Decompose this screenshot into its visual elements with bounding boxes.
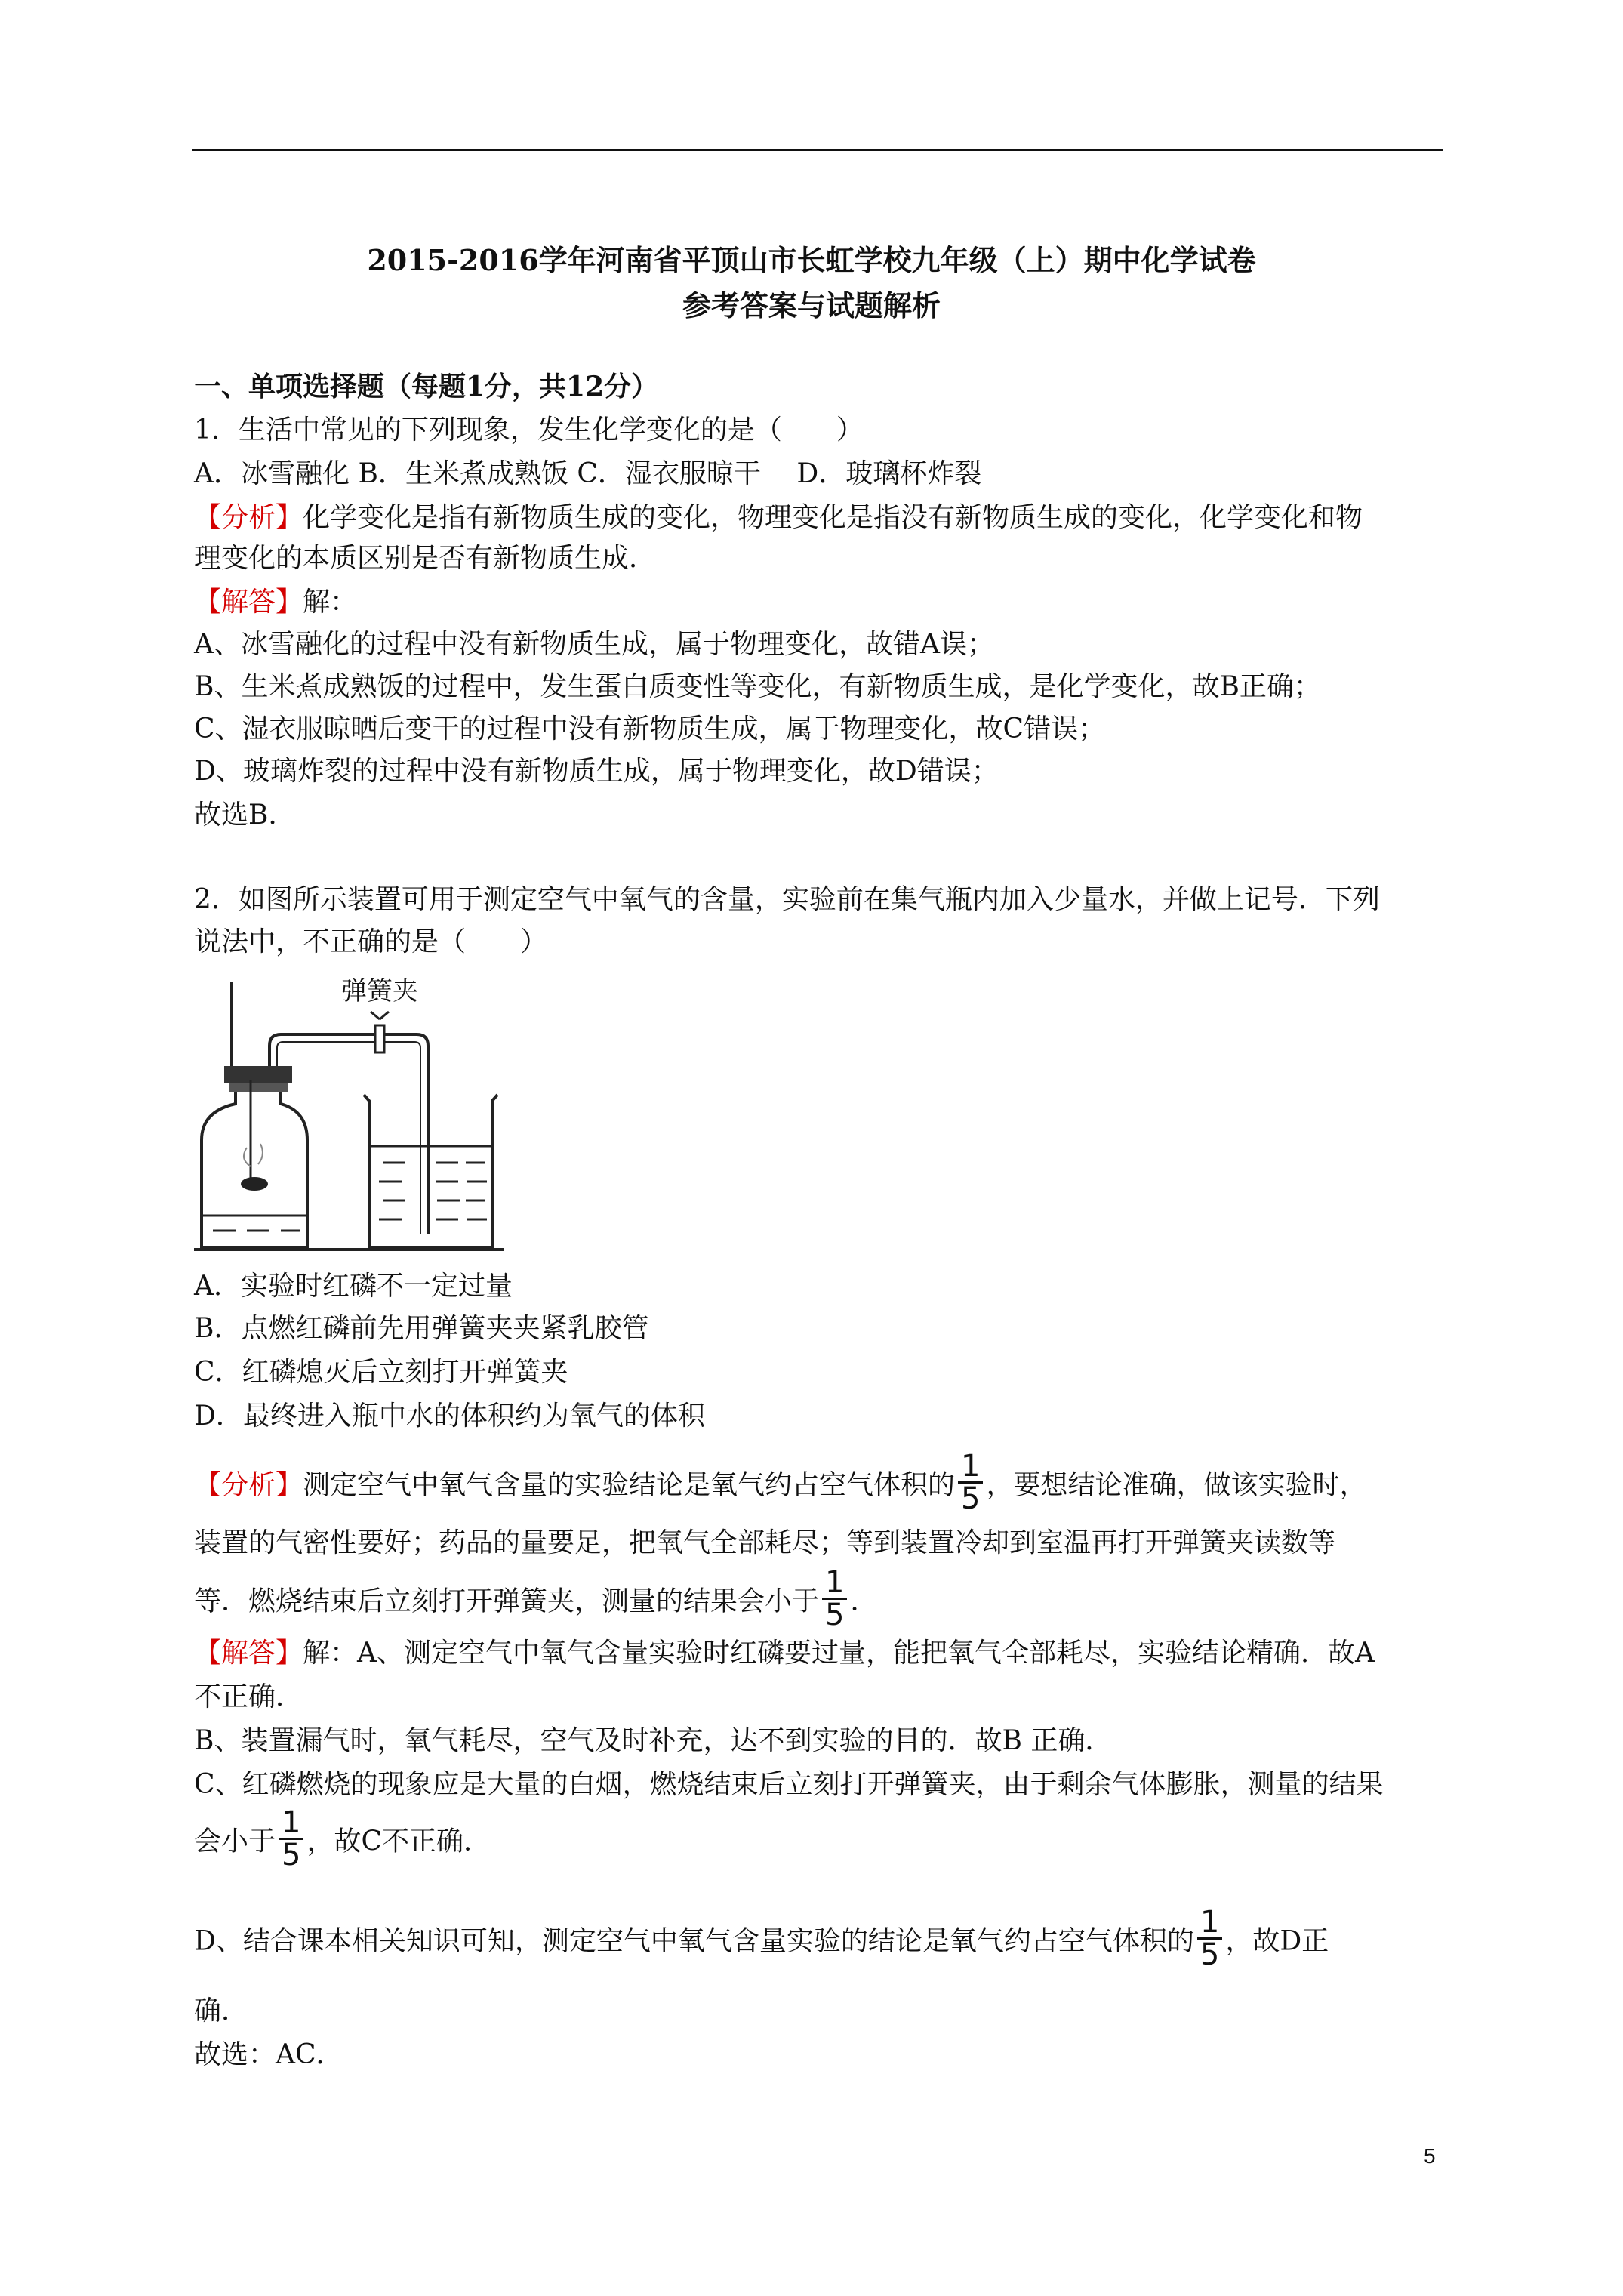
- q1-analysis-text: 化学变化是指有新物质生成的变化，物理变化是指没有新物质生成的变化，化学变化和物: [303, 502, 1363, 533]
- q1-choice: 故选B．: [194, 800, 296, 831]
- fraction-numerator: 1: [279, 1808, 303, 1840]
- q1-options: A．冰雪融化 B．生米煮成熟饭 C．湿衣服晾干 D．玻璃杯炸裂: [194, 458, 982, 489]
- header-rule: [192, 149, 1443, 151]
- q1-stem: 1．生活中常见的下列现象，发生化学变化的是（ ）: [194, 415, 864, 445]
- q2-analysis-text-a: 测定空气中氧气含量的实验结论是氧气约占空气体积的: [303, 1469, 956, 1501]
- q2-answer-d-text-b: ，故D正: [1225, 1925, 1329, 1957]
- q1-analysis-line1: [194, 500, 1363, 536]
- fraction-one-fifth: [279, 1805, 303, 1872]
- fraction-one-fifth: [822, 1567, 847, 1630]
- q1-analysis-tag: 【分析】: [194, 502, 303, 533]
- q2-answer-d-line2: 确．: [194, 1996, 249, 2026]
- fraction-one-fifth: [958, 1451, 983, 1514]
- q2-answer-b: B、装置漏气时，氧气耗尽，空气及时补充，达不到实验的目的．故B 正确．: [194, 1725, 1113, 1756]
- fraction-numerator: 1: [958, 1451, 983, 1484]
- q2-answer-line1: [194, 1635, 1375, 1672]
- section-heading: 一、单项选择题（每题1分，共12分）: [194, 371, 659, 402]
- apparatus-figure: [194, 974, 511, 1253]
- q2-answer-tag: 【解答】: [194, 1638, 303, 1669]
- q2-choice: 故选：AC．: [194, 2039, 343, 2070]
- q1-answer-intro-text: 解：: [303, 587, 358, 618]
- q1-answer-c: C、湿衣服晾晒后变干的过程中没有新物质生成，属于物理变化，故C错误；: [194, 713, 1106, 744]
- fraction-one-fifth: [1197, 1907, 1222, 1970]
- q2-analysis-text-c: 等．燃烧结束后立刻打开弹簧夹，测量的结果会小于: [194, 1586, 820, 1617]
- q2-stem-line1: 2．如图所示装置可用于测定空气中氧气的含量，实验前在集气瓶内加入少量水，并做上记号．下列: [194, 884, 1380, 915]
- q1-answer-intro: [194, 584, 357, 621]
- q1-analysis-line2: 理变化的本质区别是否有新物质生成．: [194, 543, 657, 574]
- fraction-denominator: 5: [282, 1838, 301, 1872]
- q2-answer-line2: 不正确．: [194, 1681, 303, 1712]
- q1-answer-tag: 【解答】: [194, 587, 303, 618]
- q2-answer-d-text-a: D、结合课本相关知识可知，测定空气中氧气含量实验的结论是氧气约占空气体积的: [194, 1925, 1194, 1957]
- q2-answer-c-line1: C、红磷燃烧的现象应是大量的白烟，燃烧结束后立刻打开弹簧夹，由于剩余气体膨胀，测量的结果: [194, 1769, 1384, 1800]
- q2-analysis-line3: [194, 1565, 878, 1635]
- q2-analysis-tag: 【分析】: [194, 1469, 303, 1501]
- q1-answer-b: B、生米煮成熟饭的过程中，发生蛋白质变性等变化，有新物质生成，是化学变化，故B正确；: [194, 671, 1321, 702]
- fraction-denominator: 5: [961, 1481, 981, 1516]
- q2-option-c: C．红磷熄灭后立刻打开弹簧夹: [194, 1357, 568, 1388]
- document-subtitle: 参考答案与试题解析: [682, 288, 941, 322]
- q2-analysis-text-d: ．: [850, 1586, 878, 1617]
- q2-answer-c-text-b: ，故C不正确．: [306, 1826, 491, 1857]
- q2-answer-text: 解：A、测定空气中氧气含量实验时红磷要过量，能把氧气全部耗尽，实验结论精确．故A: [303, 1638, 1375, 1669]
- q1-answer-d: D、玻璃炸裂的过程中没有新物质生成，属于物理变化，故D错误；: [194, 756, 999, 787]
- document-title: 2015-2016学年河南省平顶山市长虹学校九年级（上）期中化学试卷: [367, 243, 1256, 277]
- q2-answer-c-text-a: 会小于: [194, 1826, 276, 1857]
- page-number: 5: [1424, 2144, 1436, 2168]
- q2-option-a: A．实验时红磷不一定过量: [194, 1271, 513, 1302]
- q2-option-b: B．点燃红磷前先用弹簧夹夹紧乳胶管: [194, 1313, 649, 1344]
- q2-analysis-line2: 装置的气密性要好；药品的量要足，把氧气全部耗尽；等到装置冷却到室温再打开弹簧夹读数等: [194, 1527, 1336, 1558]
- q2-stem-line2: 说法中，不正确的是（ ）: [194, 926, 548, 957]
- q2-answer-d-line1: [194, 1905, 1329, 1974]
- fraction-denominator: 5: [1200, 1937, 1220, 1972]
- fraction-denominator: 5: [825, 1598, 845, 1632]
- q2-analysis-text-b: ，要想结论准确，做该实验时，: [986, 1469, 1367, 1501]
- spring-clamp-label: 弹簧夹: [341, 976, 418, 1006]
- q2-analysis-line1: [194, 1449, 1367, 1518]
- q1-answer-a: A、冰雪融化的过程中没有新物质生成，属于物理变化，故错A误；: [194, 629, 994, 660]
- q2-answer-c-line2: [194, 1805, 491, 1875]
- fraction-numerator: 1: [822, 1567, 847, 1600]
- q2-option-d: D．最终进入瓶中水的体积约为氧气的体积: [194, 1401, 705, 1432]
- fraction-numerator: 1: [1197, 1907, 1222, 1940]
